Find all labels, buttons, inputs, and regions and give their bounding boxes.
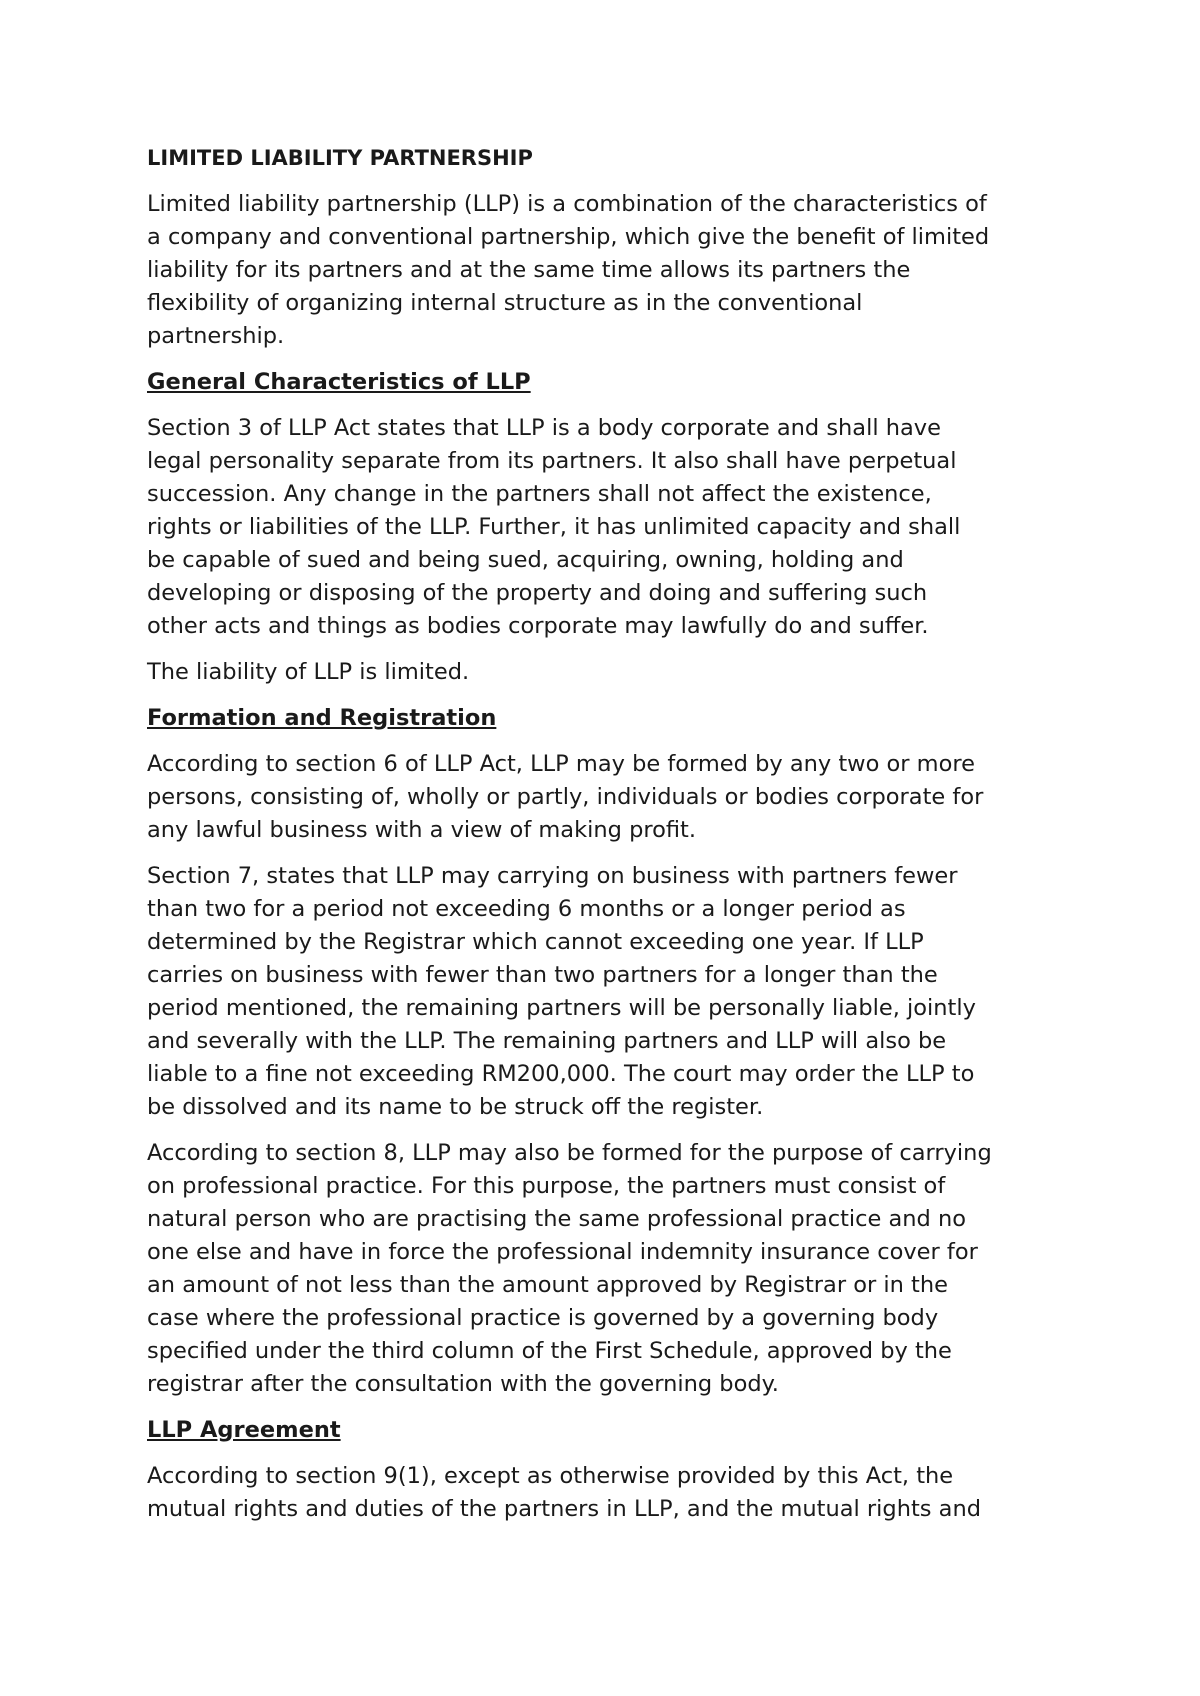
text-line: According to section 8, LLP may also be formed for the purpose of carrying	[147, 1140, 992, 1166]
body-paragraph	[147, 412, 1077, 643]
text-line: one else and have in force the professional indemnity insurance cover for	[147, 1239, 978, 1265]
body-paragraph	[147, 1137, 1077, 1401]
text-line: period mentioned, the remaining partners will be personally liable, jointly	[147, 995, 976, 1021]
text-line: legal personality separate from its partners. It also shall have perpetual	[147, 448, 957, 474]
text-line: be dissolved and its name to be struck off the register.	[147, 1094, 764, 1120]
text-line: Section 3 of LLP Act states that LLP is a body corporate and shall have	[147, 415, 941, 441]
body-paragraph	[147, 656, 1077, 689]
body-paragraph	[147, 1460, 1077, 1526]
text-line: liable to a fine not exceeding RM200,000. The court may order the LLP to	[147, 1061, 975, 1087]
text-line: than two for a period not exceeding 6 months or a longer period as	[147, 896, 906, 922]
text-line: succession. Any change in the partners shall not affect the existence,	[147, 481, 932, 507]
text-line: partnership.	[147, 323, 285, 349]
text-line: According to section 6 of LLP Act, LLP may be formed by any two or more	[147, 751, 975, 777]
text-line: mutual rights and duties of the partners in LLP, and the mutual rights and	[147, 1496, 981, 1522]
section-heading: General Characteristics of LLP	[147, 369, 531, 395]
text-line: liability for its partners and at the same time allows its partners the	[147, 257, 911, 283]
text-line: registrar after the consultation with the governing body.	[147, 1371, 779, 1397]
text-line: on professional practice. For this purpose, the partners must consist of	[147, 1173, 946, 1199]
text-line: case where the professional practice is governed by a governing body	[147, 1305, 939, 1331]
text-line: developing or disposing of the property and doing and suffering such	[147, 580, 928, 606]
text-line: a company and conventional partnership, which give the benefit of limited	[147, 224, 990, 250]
text-line: The liability of LLP is limited.	[147, 659, 470, 685]
text-line: flexibility of organizing internal structure as in the conventional	[147, 290, 863, 316]
intro-paragraph	[147, 188, 1077, 353]
text-line: other acts and things as bodies corporate may lawfully do and suffer.	[147, 613, 929, 639]
text-line: an amount of not less than the amount approved by Registrar or in the	[147, 1272, 948, 1298]
section-heading: Formation and Registration	[147, 705, 497, 731]
text-line: any lawful business with a view of making profit.	[147, 817, 697, 843]
text-line: determined by the Registrar which cannot exceeding one year. If LLP	[147, 929, 924, 955]
body-paragraph	[147, 748, 1077, 847]
text-line: Limited liability partnership (LLP) is a combination of the characteristics of	[147, 191, 987, 217]
text-line: rights or liabilities of the LLP. Further, it has unlimited capacity and shall	[147, 514, 961, 540]
text-line: persons, consisting of, wholly or partly, individuals or bodies corporate for	[147, 784, 984, 810]
document-title: LIMITED LIABILITY PARTNERSHIP	[147, 146, 533, 170]
text-line: be capable of sued and being sued, acquiring, owning, holding and	[147, 547, 904, 573]
text-line: According to section 9(1), except as otherwise provided by this Act, the	[147, 1463, 954, 1489]
text-line: specified under the third column of the First Schedule, approved by the	[147, 1338, 952, 1364]
text-line: Section 7, states that LLP may carrying on business with partners fewer	[147, 863, 958, 889]
text-line: natural person who are practising the same professional practice and no	[147, 1206, 967, 1232]
section-heading: LLP Agreement	[147, 1417, 341, 1443]
body-paragraph	[147, 860, 1077, 1124]
document-page	[147, 142, 1077, 1539]
text-line: and severally with the LLP. The remaining partners and LLP will also be	[147, 1028, 947, 1054]
text-line: carries on business with fewer than two partners for a longer than the	[147, 962, 938, 988]
